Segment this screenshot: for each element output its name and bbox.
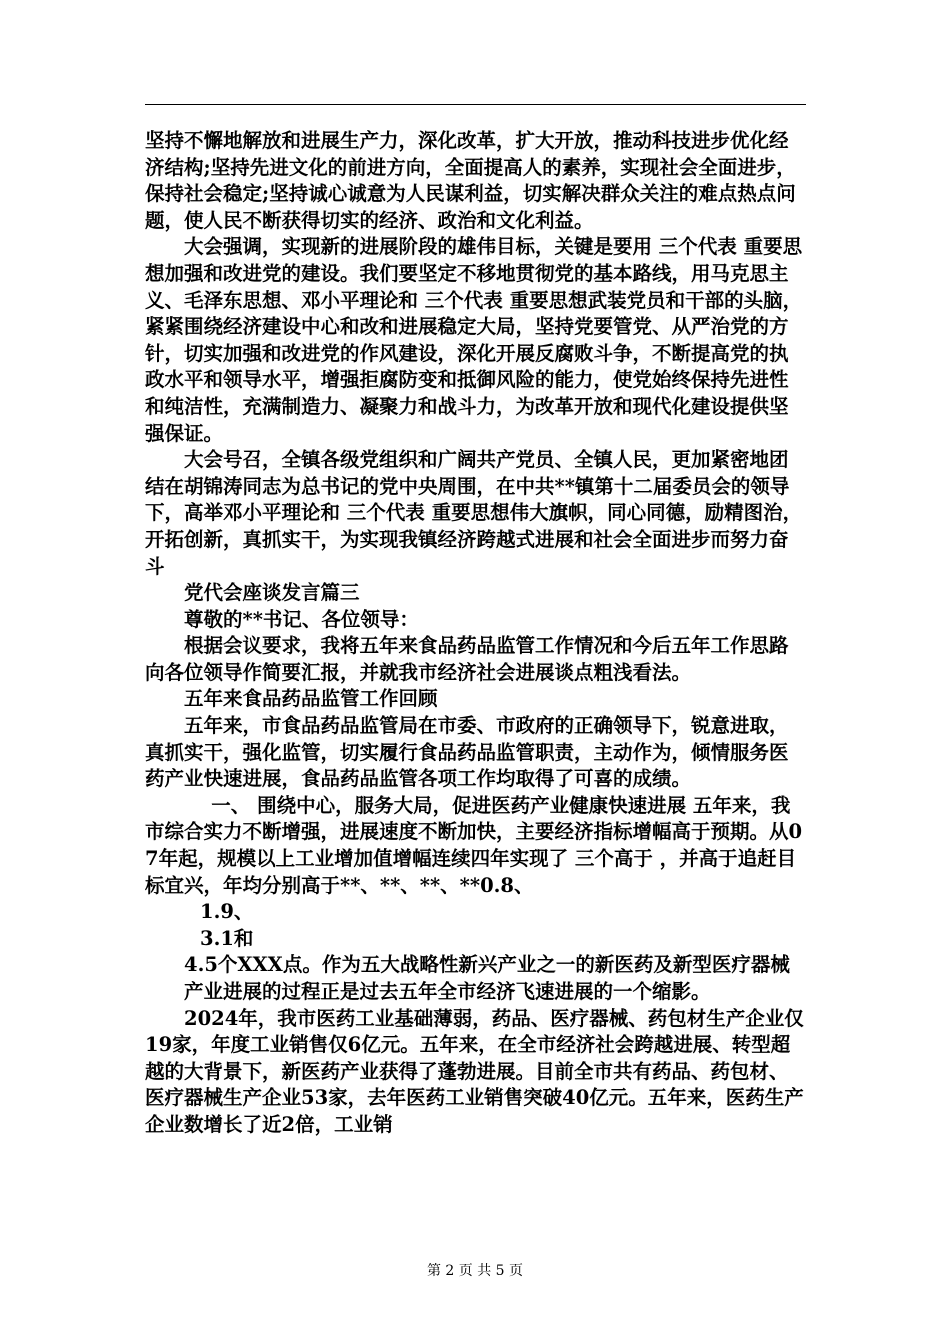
header-rule (145, 104, 806, 105)
paragraph: 产业进展的过程正是过去五年全市经济飞速进展的一个缩影。 (184, 980, 711, 1003)
paragraph: 2024年，我市医药工业基础薄弱，药品、医疗器械、药包材生产企业仅19家，年度工业销售仅6亿元。五年来，在全市经济社会跨越进展、转型超越的大背景下，新医药产业获得了蓬勃进展。目前全市共有药品、药包材、医疗器械生产企业53家，去年医药工业销售突破40亿元。五年来，医药生产企业数增长了近2倍，工业销 (145, 1006, 804, 1136)
paragraph: 一、 围绕中心，服务大局，促进医药产业健康快速进展 五年来，我市综合实力不断增强，进展速度不断加快，主要经济指标增幅高于预期。从07年起，规模以上工业增加值增幅连续四年实现了 三个高于 ，并高于追赶目标宜兴，年均分别高于**、**、**、**0.8、 (145, 793, 803, 897)
section-heading: 五年来食品药品监管工作回顾 (184, 687, 438, 711)
page-number-footer: 第 2 页 共 5 页 (426, 1263, 524, 1279)
paragraph: 大会强调，实现新的进展阶段的雄伟目标，关键是要用 三个代表 重要思想加强和改进党的建设。我们要坚定不移地贯彻党的基本路线，用马克思主义、毛泽东思想、邓小平理论和 三个代表 重要思想武装党员和干部的头脑，紧紧围绕经济建设中心和改和进展稳定大局，坚持党要管党、从严治党的方针，切实加强和改进党的作风建设，深化开展反腐败斗争，不断提高党的执政水平和领导水平，增强拒腐防变和抵御风险的能力，使党始终保持先进性和纯洁性，充满制造力、凝聚力和战斗力，为改革开放和现代化建设提供坚强保证。 (145, 235, 803, 445)
paragraph: 大会号召，全镇各级党组织和广阔共产党员、全镇人民，更加紧密地团结在胡锦涛同志为总书记的党中央周围，在中共**镇第十二届委员会的领导下，高举邓小平理论和 三个代表 重要思想伟大旗帜，同心同德，励精图治，开拓创新，真抓实干，为实现我镇经济跨越式进展和社会全面进步而努力奋斗 (145, 448, 803, 578)
salutation: 尊敬的**书记、各位领导： (184, 607, 419, 631)
paragraph: 五年来，市食品药品监管局在市委、市政府的正确领导下，锐意进取，真抓实干，强化监管，切实履行食品药品监管职责，主动作为，倾情服务医药产业快速进展，食品药品监管各项工作均取得了可喜的成绩。 (145, 714, 789, 791)
paragraph: 4.5个XXX点。作为五大战略性新兴产业之一的新医药及新型医疗器械 (184, 953, 790, 977)
paragraph: 坚持不懈地解放和进展生产力，深化改革，扩大开放，推动科技进步优化经济结构;坚持先进文化的前进方向，全面提高人的素养，实现社会全面进步，保持社会稳定;坚持诚心诚意为人民谋利益，切实解决群众关注的难点热点问题，使人民不断获得切实的经济、政治和文化利益。 (145, 129, 796, 232)
paragraph: 1.9、 (200, 900, 254, 924)
document-body (145, 128, 807, 1139)
paragraph: 根据会议要求，我将五年来食品药品监管工作情况和今后五年工作思路向各位领导作简要汇报，并就我市经济社会进展谈点粗浅看法。 (145, 634, 789, 684)
section-heading: 党代会座谈发言篇三 (184, 581, 360, 605)
paragraph: 3.1和 (200, 926, 254, 950)
